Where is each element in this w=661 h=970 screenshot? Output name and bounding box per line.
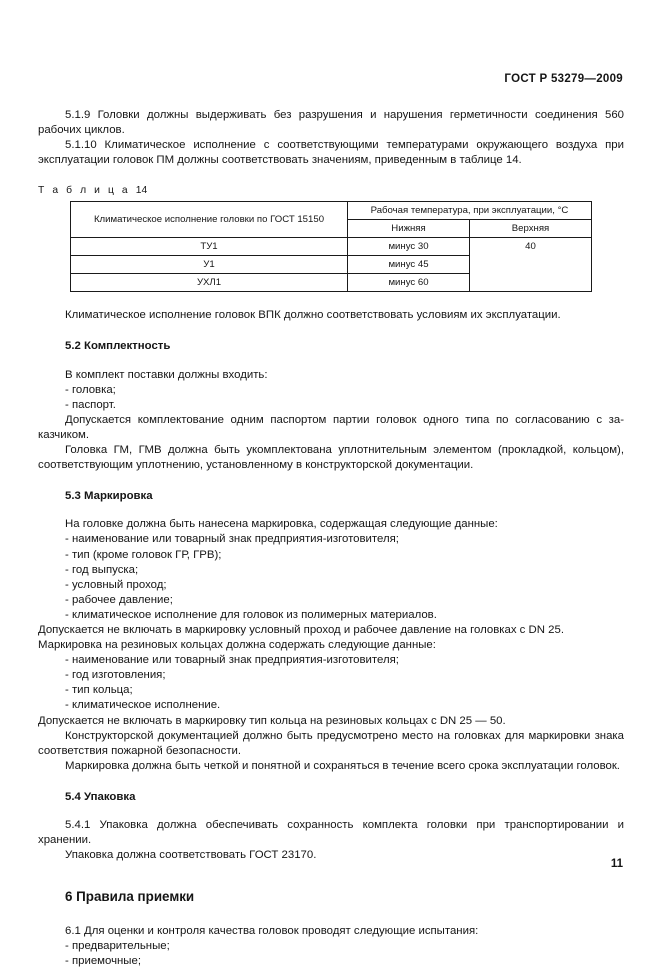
list-item: - год выпуска;	[65, 563, 139, 576]
table-header-temperature-group: Рабочая температура, при эксплуатации, °С	[348, 202, 592, 220]
table-cell-lower: минус 30	[348, 238, 470, 256]
list-item: - наименование или товарный знак предприятия-изготовителя;	[65, 533, 399, 546]
paragraph-5-1-10: 5.1.10 Климатическое исполнение с соответствующими температурами окружающего воздуха при эксплуатации головок ПМ должны соответствовать значениям, приведенным в таблице 14.	[38, 139, 624, 167]
paragraph-6-1: 6.1 Для оценки и контроля качества головок проводят следующие испытания:	[65, 925, 479, 938]
list-item: - приемочные;	[65, 955, 141, 968]
list-item: - условный проход;	[65, 578, 167, 591]
list-item: - паспорт.	[65, 398, 116, 411]
page-number: 11	[610, 858, 623, 870]
list-item: - климатическое исполнение для головок из полимерных материалов.	[65, 608, 437, 621]
paragraph-5-2-intro: В комплект поставки должны входить:	[65, 368, 268, 381]
list-item: - наименование или товарный знак предприятия-изготовителя;	[65, 654, 399, 667]
paragraph-5-4-1: 5.4.1 Упаковка должна обеспечивать сохранность комплекта головки при транспортировании и хранении.	[38, 819, 624, 847]
table-cell-climate: ТУ1	[71, 238, 348, 256]
table-14-caption	[38, 185, 624, 196]
heading-5-3: 5.3 Маркировка	[65, 490, 153, 503]
list-item: - тип (кроме головок ГР, ГРВ);	[65, 548, 222, 561]
table-caption-number: 14	[135, 185, 148, 197]
paragraph-5-3-e: Маркировка должна быть четкой и понятной и сохраняться в течение всего срока эксплуатации головок.	[65, 759, 620, 772]
table-cell-upper-merged: 40	[470, 238, 592, 292]
paragraph-5-3-intro: На головке должна быть нанесена маркировка, содержащая следующие данные:	[65, 518, 498, 531]
list-item: - предварительные;	[65, 940, 170, 953]
paragraph-5-1-9: 5.1.9 Головки должны выдерживать без разрушения и нарушения герметичности соединения 560 рабочих циклов.	[38, 109, 624, 137]
paragraph-5-2-b: Головка ГМ, ГМВ должна быть укомплектована уплотнительным элементом (прокладкой, кольцом), соответствующим уплотнению, установленному в конструкторской документации.	[38, 444, 624, 472]
paragraph-after-table: Климатическое исполнение головок ВПК должно соответствовать условиям их эксплуатации.	[65, 309, 561, 322]
list-item: - головка;	[65, 383, 116, 396]
table-caption-label: Т а б л и ц а	[38, 185, 131, 197]
paragraph-5-3-c: Допускается не включать в маркировку тип кольца на резиновых кольцах с DN 25 — 50.	[38, 714, 506, 727]
table-header-lower: Нижняя	[348, 220, 470, 238]
heading-5-2: 5.2 Комплектность	[65, 340, 171, 353]
list-item: - тип кольца;	[65, 684, 133, 697]
list-item: - рабочее давление;	[65, 593, 173, 606]
table-cell-lower: минус 45	[348, 256, 470, 274]
paragraph-5-4-2: Упаковка должна соответствовать ГОСТ 23170.	[65, 849, 317, 862]
list-item: - климатическое исполнение.	[65, 699, 221, 712]
table-14	[70, 201, 592, 292]
running-header: ГОСТ Р 53279—2009	[504, 73, 623, 85]
heading-5-4: 5.4 Упаковка	[65, 790, 136, 803]
table-row	[71, 238, 592, 256]
page-content	[38, 108, 624, 970]
table-cell-climate: УХЛ1	[71, 274, 348, 292]
table-header-upper: Верхняя	[470, 220, 592, 238]
paragraph-5-3-a: Допускается не включать в маркировку условный проход и рабочее давление на головках с DN 25.	[38, 623, 564, 636]
table-cell-lower: минус 60	[348, 274, 470, 292]
list-item: - год изготовления;	[65, 669, 166, 682]
paragraph-5-3-d: Конструкторской документацией должно быть предусмотрено место на головках для маркировки знака соответствия пожарной безопасности.	[38, 729, 624, 757]
table-header-climate: Климатическое исполнение головки по ГОСТ 15150	[71, 202, 348, 238]
heading-section-6: 6 Правила приемки	[65, 889, 195, 905]
table-cell-climate: У1	[71, 256, 348, 274]
paragraph-5-2-a: Допускается комплектование одним паспортом партии головок одного типа по согласованию с заказчиком.	[38, 413, 624, 441]
table-header-row-1	[71, 202, 592, 220]
paragraph-5-3-b: Маркировка на резиновых кольцах должна содержать следующие данные:	[38, 639, 436, 652]
